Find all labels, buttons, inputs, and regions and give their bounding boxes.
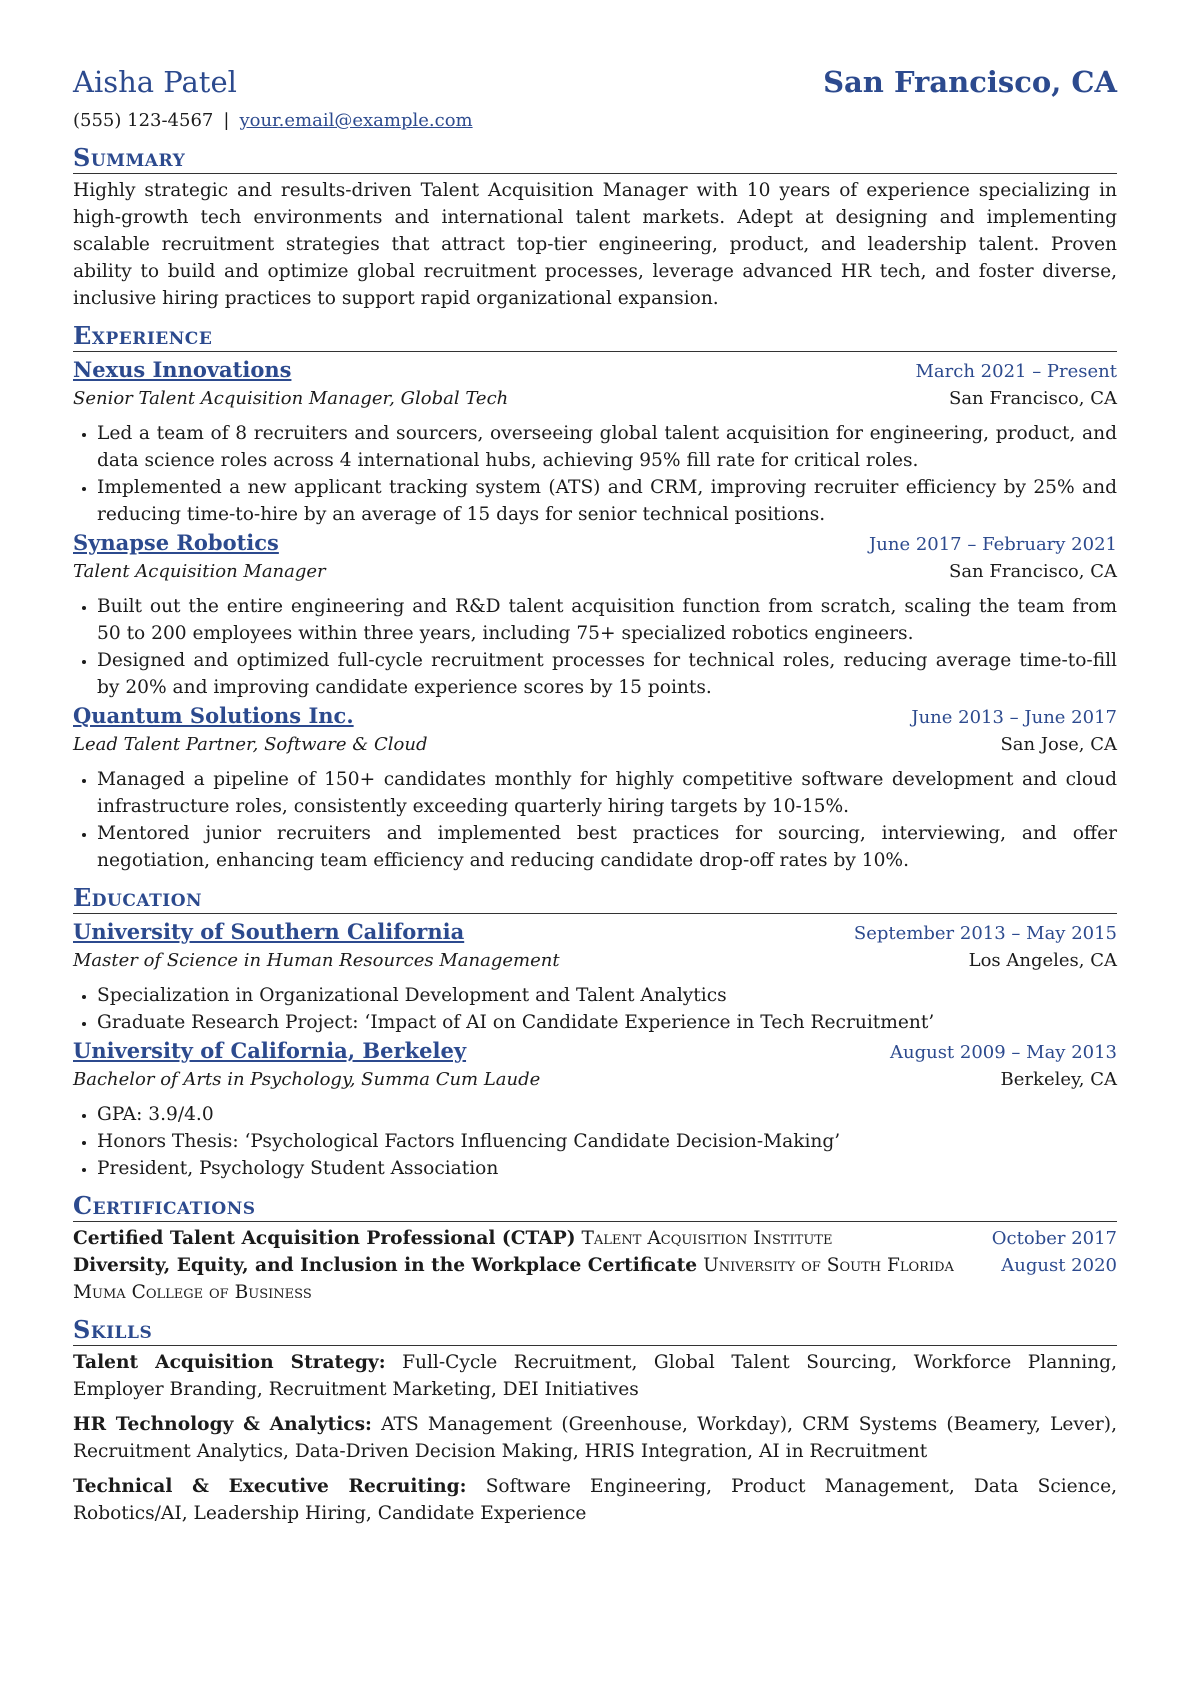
institution-name: University of Southern California (73, 919, 465, 944)
certification-issuer-continued: Muma College of Business (73, 1282, 312, 1303)
bullet-item: • Built out the entire engineering and R&D talent acquisition function from scratch, scaling the team from 50 to 200 employees within three years, including 75+ specialized robotics engineers. (97, 593, 1117, 647)
skill-group (73, 1473, 1117, 1527)
bullet-list (73, 420, 1117, 528)
entry-dates: August 2009 – May 2013 (889, 1042, 1117, 1063)
skill-group (73, 1411, 1117, 1465)
degree-name: Master of Science in Human Resources Management (73, 950, 560, 971)
certifications-heading: Certifications (73, 1192, 1117, 1222)
job-title: Talent Acquisition Manager (73, 561, 326, 582)
experience-entry (73, 355, 1117, 528)
company-name: Synapse Robotics (73, 530, 279, 555)
skill-text: Full-Cycle Recruitment, Global Talent Sourcing, Workforce Planning, Employer Branding, Recruitment Marketing, DEI Initiatives (73, 1352, 1117, 1400)
certification-name: Certified Talent Acquisition Professional (CTAP) (73, 1228, 576, 1249)
entry-subheader (73, 947, 1117, 974)
bullet-item: • GPA: 3.9/4.0 (97, 1101, 1117, 1128)
bullet-item: • Led a team of 8 recruiters and sourcers, overseeing global talent acquisition for engineering, product, and data science roles across 4 international hubs, achieving 95% fill rate for critical roles. (97, 420, 1117, 474)
skill-text: ATS Management (Greenhouse, Workday), CRM Systems (Beamery, Lever), Recruitment Analytics, Data-Driven Decision Making, HRIS Integration, AI in Recruitment (73, 1414, 1117, 1462)
bullet-item: • Graduate Research Project: ‘Impact of AI on Candidate Experience in Tech Recruitment’ (97, 1009, 1117, 1036)
skill-label: Technical & Executive Recruiting: (73, 1476, 467, 1497)
skill-text: Software Engineering, Product Management, Data Science, Robotics/AI, Leadership Hiring, Candidate Experience (73, 1476, 1117, 1524)
contact-line (73, 107, 1117, 134)
entry-location: San Francisco, CA (948, 561, 1117, 582)
bullet-item: • President, Psychology Student Association (97, 1155, 1117, 1182)
entry-header (73, 355, 1117, 385)
entry-location: San Jose, CA (1000, 734, 1117, 755)
certification-item (73, 1225, 1117, 1252)
skills-list (73, 1349, 1117, 1527)
entry-header (73, 528, 1117, 558)
skill-label: Talent Acquisition Strategy: (73, 1352, 386, 1373)
degree-name: Bachelor of Arts in Psychology, Summa Cum Laude (73, 1069, 541, 1090)
bullet-list (73, 1101, 1117, 1182)
bullet-list (73, 766, 1117, 874)
entry-dates: June 2013 – June 2017 (911, 707, 1117, 728)
candidate-name: Aisha Patel (73, 65, 237, 99)
institution-name: University of California, Berkeley (73, 1038, 467, 1063)
bullet-item: • Specialization in Organizational Development and Talent Analytics (97, 982, 1117, 1009)
certification-issuer: Talent Acquisition Institute (581, 1228, 833, 1249)
bullet-list (73, 593, 1117, 701)
experience-list (73, 355, 1117, 874)
entry-location: Berkeley, CA (1000, 1069, 1117, 1090)
certification-date: October 2017 (991, 1228, 1117, 1249)
bullet-list (73, 982, 1117, 1036)
experience-entry (73, 701, 1117, 874)
entry-dates: June 2017 – February 2021 (869, 534, 1117, 555)
bullet-item: • Managed a pipeline of 150+ candidates monthly for highly competitive software development and cloud infrastructure roles, consistently exceeding quarterly hiring targets by 10-15%. (97, 766, 1117, 820)
phone: (555) 123-4567 (73, 110, 214, 131)
entry-subheader (73, 558, 1117, 585)
contact-separator: | (223, 110, 230, 131)
header (73, 62, 1117, 102)
job-title: Senior Talent Acquisition Manager, Global Tech (73, 388, 509, 409)
entry-subheader (73, 1066, 1117, 1093)
experience-heading: Experience (73, 322, 1117, 352)
job-title: Lead Talent Partner, Software & Cloud (73, 734, 428, 755)
entry-subheader (73, 385, 1117, 412)
bullet-item: • Implemented a new applicant tracking system (ATS) and CRM, improving recruiter efficiency by 25% and reducing time-to-hire by an average of 15 days for senior technical positions. (97, 474, 1117, 528)
entry-header (73, 701, 1117, 731)
entry-location: Los Angeles, CA (968, 950, 1117, 971)
certifications-list (73, 1225, 1117, 1306)
entry-subheader (73, 731, 1117, 758)
experience-entry (73, 528, 1117, 701)
bullet-item: • Mentored junior recruiters and implemented best practices for sourcing, interviewing, and offer negotiation, enhancing team efficiency and reducing candidate drop-off rates by 10%. (97, 820, 1117, 874)
certification-date: August 2020 (1001, 1255, 1117, 1276)
skill-label: HR Technology & Analytics: (73, 1414, 372, 1435)
entry-header (73, 1036, 1117, 1066)
entry-dates: September 2013 – May 2015 (853, 923, 1117, 944)
certification-item (73, 1252, 1117, 1279)
summary-text: Highly strategic and results-driven Talent Acquisition Manager with 10 years of experience specializing in high-growth tech environments and international talent markets. Adept at designing and implementing scalable recruitment strategies that attract top-tier engineering, product, and leadership talent. Proven ability to build and optimize global recruitment processes, leverage advanced HR tech, and foster diverse, inclusive hiring practices to support rapid organizational expansion. (73, 180, 1117, 309)
company-name: Nexus Innovations (73, 357, 292, 382)
bullet-item: • Designed and optimized full-cycle recruitment processes for technical roles, reducing average time-to-fill by 20% and improving candidate experience scores by 15 points. (97, 647, 1117, 701)
company-name: Quantum Solutions Inc. (73, 703, 354, 728)
education-entry (73, 1036, 1117, 1182)
entry-dates: March 2021 – Present (915, 361, 1117, 382)
header-location: San Francisco, CA (823, 65, 1117, 99)
education-list (73, 917, 1117, 1182)
summary-heading: Summary (73, 144, 1117, 174)
certification-name: Diversity, Equity, and Inclusion in the Workplace Certificate (73, 1255, 698, 1276)
bullet-item: • Honors Thesis: ‘Psychological Factors Influencing Candidate Decision-Making’ (97, 1128, 1117, 1155)
skills-heading: Skills (73, 1316, 1117, 1346)
entry-location: San Francisco, CA (948, 388, 1117, 409)
entry-header (73, 917, 1117, 947)
education-heading: Education (73, 884, 1117, 914)
skill-group (73, 1349, 1117, 1403)
certification-issuer: University of South Florida (703, 1255, 954, 1276)
email-link[interactable]: your.email@example.com (239, 110, 473, 131)
education-entry (73, 917, 1117, 1036)
